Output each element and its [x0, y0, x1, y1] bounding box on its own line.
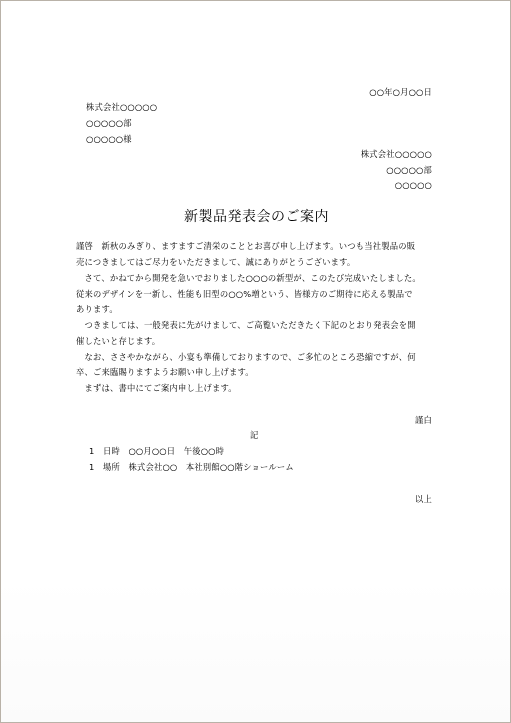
body-line: 卒、ご来臨賜りますようお願い申し上げます。 — [76, 367, 254, 377]
item-location: 1 場所 株式会社○○ 本社別館○○階ショールーム — [89, 462, 294, 472]
item-datetime: 1 日時 ○○月○○日 午後○○時 — [89, 446, 225, 456]
end-mark: 以上 — [415, 494, 432, 504]
body-line: 謹啓 新秋のみぎり、ますますご清栄のこととお喜び申し上げます。いつも当社製品の販 — [76, 241, 416, 251]
recipient-name: ○○○○○様 — [86, 134, 132, 144]
recipient-company: 株式会社○○○○○ — [86, 102, 158, 112]
sender-department: ○○○○○部 — [386, 165, 432, 175]
body-line: まずは、書中にてご案内申し上げます。 — [76, 383, 237, 393]
body-line: なお、ささやかながら、小宴も準備しておりますので、ご多忙のところ恐縮ですが、何 — [76, 352, 416, 362]
document-title: 新製品発表会のご案内 — [184, 209, 329, 225]
body-line: つきましては、一般発表に先がけまして、ご高覧いただきたく下記のとおり発表会を開 — [76, 320, 416, 330]
body-line: 売につきましてはご尽力をいただきまして、誠にありがとうございます。 — [76, 257, 356, 267]
closing-word: 謹白 — [415, 415, 432, 425]
sender-name: ○○○○○ — [394, 180, 432, 190]
body-line: さて、かねてから開発を急いでおりました○○○の新型が、このたび完成いたしました。 — [76, 273, 421, 283]
sender-company: 株式会社○○○○○ — [360, 149, 432, 159]
body-line: あります。 — [76, 304, 118, 314]
ki-heading: 記 — [250, 430, 259, 440]
body-line: 従来のデザインを一新し、性能も旧型の○○%増という、皆様方のご期待に応える製品で — [76, 289, 413, 299]
body-line: 催したいと存じます。 — [76, 336, 161, 346]
recipient-department: ○○○○○部 — [86, 118, 132, 128]
date: ○○年○月○○日 — [369, 87, 432, 97]
